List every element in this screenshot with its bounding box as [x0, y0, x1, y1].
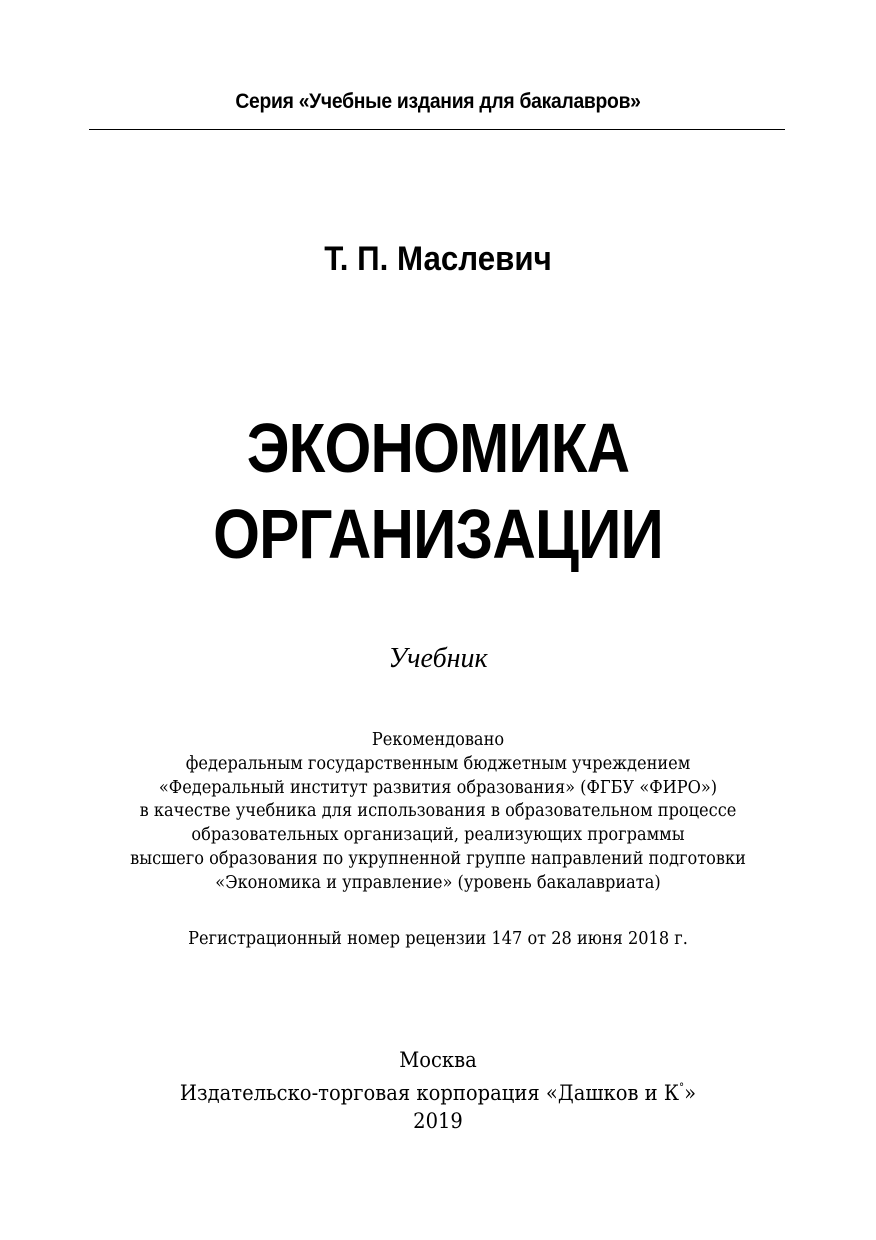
recommendation-line: в качестве учебника для использования в образовательном процессе — [139, 801, 737, 822]
author-name: Т. П. Маслевич — [324, 240, 552, 278]
publisher-closing-quote: » — [684, 1081, 697, 1105]
imprint-block — [31, 1046, 846, 1135]
recommendation-line: «Экономика и управление» (уровень бакалавриата) — [215, 872, 661, 893]
imprint-year: 2019 — [413, 1109, 463, 1133]
recommendation-line: Рекомендовано — [371, 730, 505, 750]
recommendation-line: федеральным государственным бюджетным учреждением — [185, 753, 691, 774]
recommendation-line: высшего образования по укрупненной группе направлений подготовки — [130, 848, 746, 869]
book-genre: Учебник — [388, 643, 488, 674]
publisher-degree-mark: ° — [679, 1081, 685, 1094]
imprint-city: Москва — [399, 1048, 477, 1072]
book-title-line-2: ОРГАНИЗАЦИИ — [213, 495, 663, 573]
book-title — [61, 405, 814, 577]
book-title-line-1: ЭКОНОМИКА — [246, 409, 630, 487]
imprint-publisher — [31, 1074, 846, 1107]
review-registration: Регистрационный номер рецензии 147 от 28 июня 2018 г. — [188, 929, 688, 949]
recommendation-line: образовательных организаций, реализующих программы — [191, 825, 685, 846]
publisher-name: Издательско-торговая корпорация «Дашков и К — [179, 1081, 680, 1105]
recommendation-block — [31, 729, 846, 896]
series-divider — [89, 129, 785, 130]
recommendation-line: «Федеральный институт развития образования» (ФГБУ «ФИРО») — [158, 777, 718, 798]
series-heading: Серия «Учебные издания для бакалавров» — [235, 90, 641, 113]
